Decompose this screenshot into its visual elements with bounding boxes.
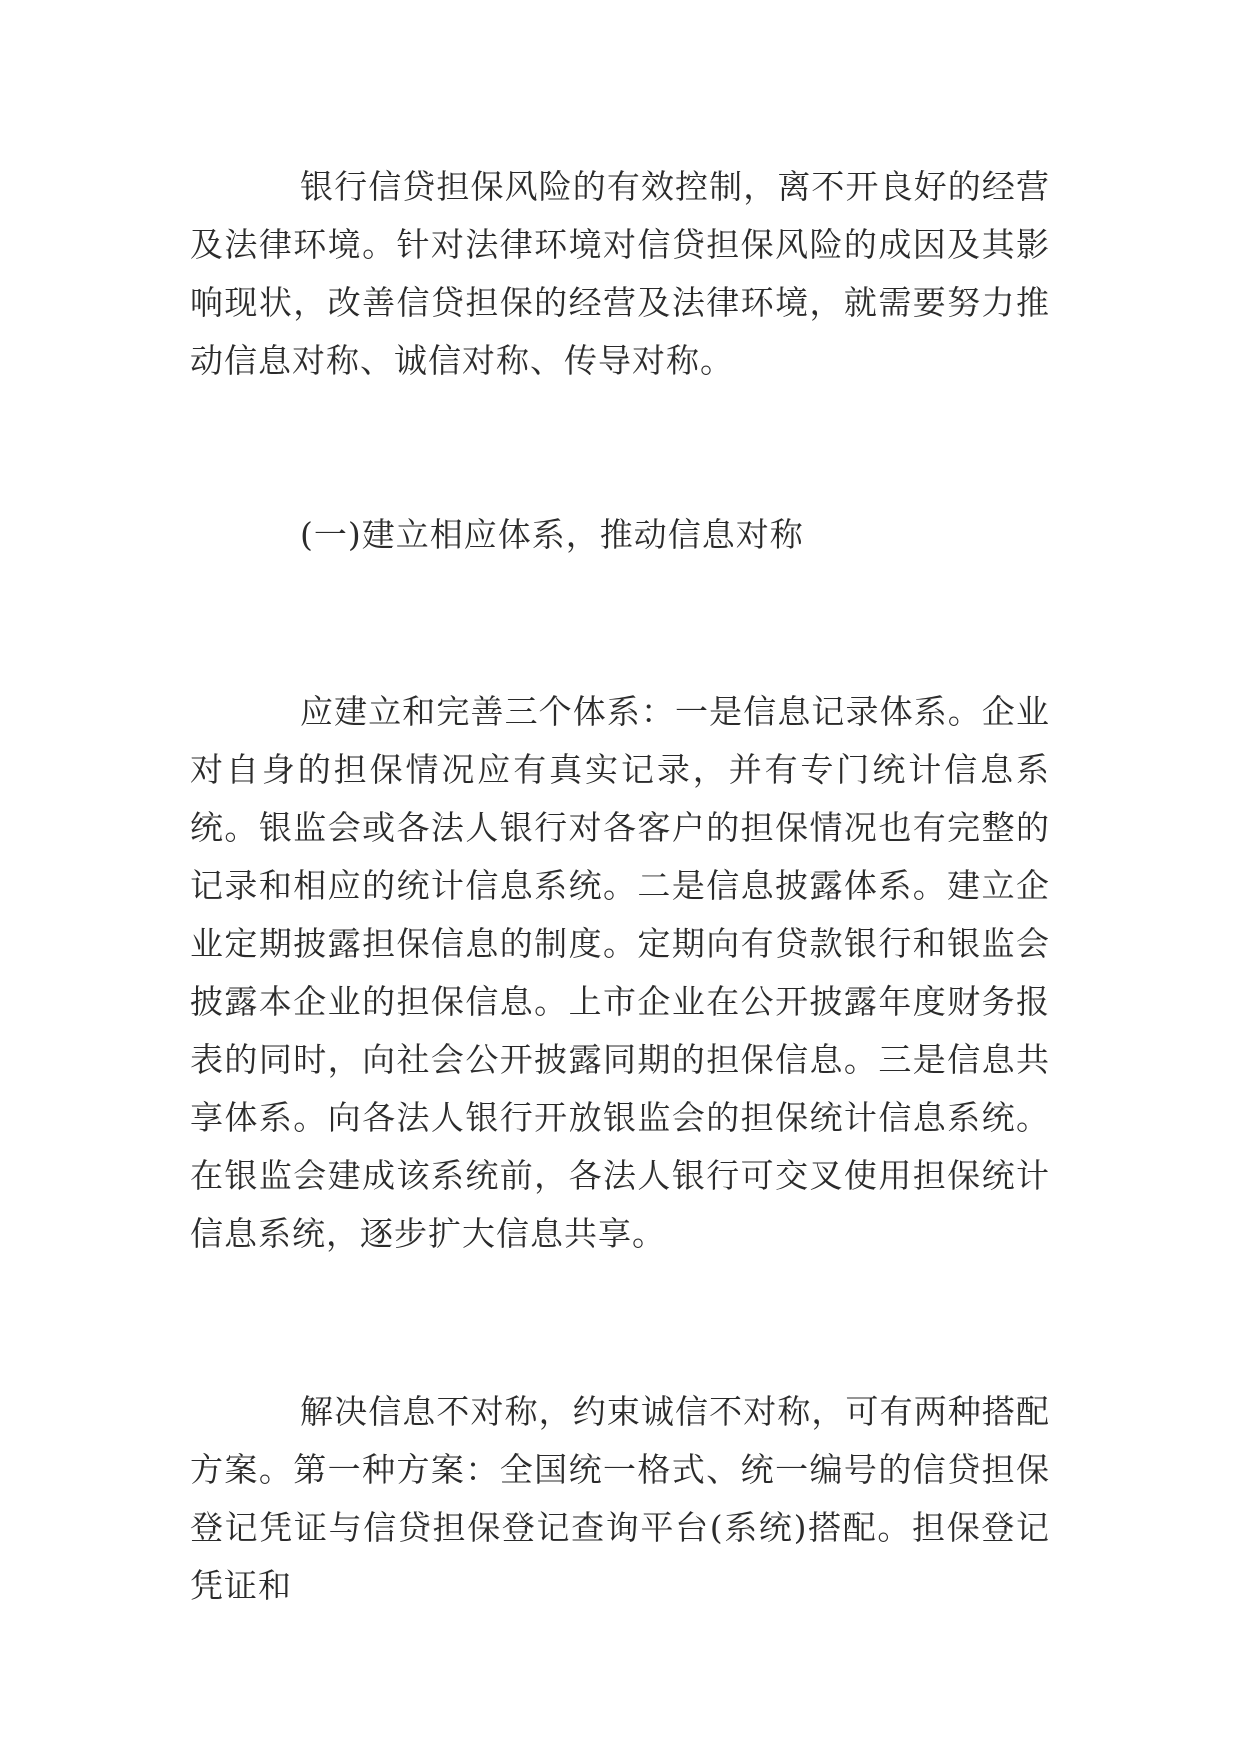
section-heading: (一)建立相应体系，推动信息对称	[300, 515, 804, 554]
paragraph-three-systems: 应建立和完善三个体系：一是信息记录体系。企业对自身的担保情况应有真实记录，并有专门统计信息系统。银监会或各法人银行对各客户的担保情况也有完整的记录和相应的统计信息系统。二是信息披露体系。建立企业定期披露担保信息的制度。定期向有贷款银行和银监会披露本企业的担保信息。上市企业在公开披露年度财务报表的同时，向社会公开披露同期的担保信息。三是信息共享体系。向各法人银行开放银监会的担保统计信息系统。在银监会建成该系统前，各法人银行可交叉使用担保统计信息系统，逐步扩大信息共享。	[190, 692, 1050, 1253]
paragraph-solution: 解决信息不对称，约束诚信不对称，可有两种搭配方案。第一种方案：全国统一格式、统一编号的信贷担保登记凭证与信贷担保登记查询平台(系统)搭配。担保登记凭证和	[190, 1392, 1050, 1605]
paragraph-intro: 银行信贷担保风险的有效控制，离不开良好的经营及法律环境。针对法律环境对信贷担保风险的成因及其影响现状，改善信贷担保的经营及法律环境，就需要努力推动信息对称、诚信对称、传导对称。	[190, 167, 1050, 380]
